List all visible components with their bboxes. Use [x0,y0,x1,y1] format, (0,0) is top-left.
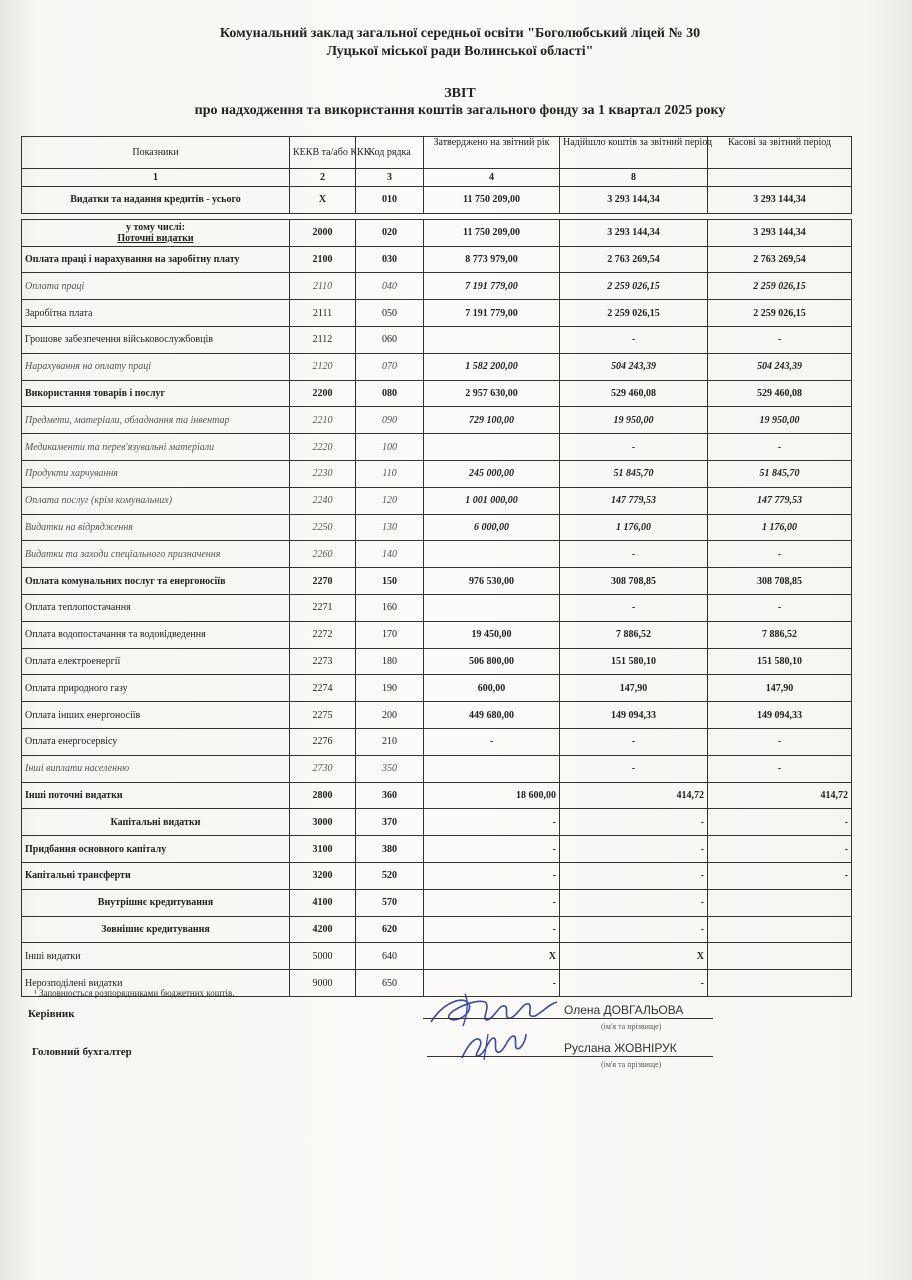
received-amount: - [560,326,708,353]
approved-amount: 18 600,00 [424,782,560,809]
row-label: Видатки на відрядження [22,514,290,541]
kekv-code: X [290,187,356,214]
received-amount: - [560,728,708,755]
table-row [22,380,852,407]
received-amount: 19 950,00 [560,407,708,434]
row-label: Використання товарів і послуг [22,380,290,407]
row-code: 370 [356,809,424,836]
table-row [22,246,852,273]
column-number: 4 [424,169,560,187]
cash-amount: - [708,809,852,836]
row-label: Інші поточні видатки [22,782,290,809]
table-row [22,916,852,943]
table-row [22,648,852,675]
table-row [22,728,852,755]
received-amount: X [560,943,708,970]
approved-amount: 976 530,00 [424,568,560,595]
table-row [22,187,852,214]
received-amount: - [560,755,708,782]
row-label: Предмети, матеріали, обладнання та інвентар [22,407,290,434]
table-row [22,943,852,970]
cash-amount: 2 259 026,15 [708,300,852,327]
kekv-code: 3100 [290,836,356,863]
row-code: 570 [356,889,424,916]
row-label: Видатки та заходи спеціального призначення [22,541,290,568]
approved-amount [424,755,560,782]
row-code: 150 [356,568,424,595]
head-signature-line [423,1018,713,1019]
column-number: 1 [22,169,290,187]
row-label: Оплата комунальних послуг та енергоносіїв [22,568,290,595]
column-number: 8 [560,169,708,187]
table-row [22,541,852,568]
row-label: Заробітна плата [22,300,290,327]
table-row [22,353,852,380]
head-signature [425,990,565,1030]
row-label: Оплата енергосервісу [22,728,290,755]
cash-amount: - [708,594,852,621]
row-code: 210 [356,728,424,755]
kekv-code: 2200 [290,380,356,407]
received-amount: - [560,889,708,916]
row-code: 100 [356,434,424,461]
kekv-code: 2120 [290,353,356,380]
row-label: Оплата інших енергоносіїв [22,702,290,729]
row-label: Інші виплати населенню [22,755,290,782]
received-amount: - [560,916,708,943]
cash-amount [708,970,852,997]
approved-amount [424,541,560,568]
cash-amount: - [708,434,852,461]
kekv-code: 2250 [290,514,356,541]
row-code: 650 [356,970,424,997]
received-amount: - [560,809,708,836]
row-label: Грошове забезпечення військовослужбовців [22,326,290,353]
approved-amount: 245 000,00 [424,460,560,487]
row-code: 030 [356,246,424,273]
cash-amount: - [708,836,852,863]
column-header: Затверджено на звітний рік [424,137,560,169]
received-amount: - [560,434,708,461]
table-row [22,407,852,434]
row-label: Оплата праці і нарахування на заробітну плату [22,246,290,273]
received-amount: 149 094,33 [560,702,708,729]
row-label: Нарахування на оплату праці [22,353,290,380]
approved-amount: - [424,728,560,755]
row-code: 170 [356,621,424,648]
cash-amount: 414,72 [708,782,852,809]
approved-amount: - [424,889,560,916]
received-amount: 504 243,39 [560,353,708,380]
row-label: Оплата електроенергії [22,648,290,675]
cash-amount: 529 460,08 [708,380,852,407]
table-row [22,219,852,246]
row-label-main: Поточні видатки [117,232,194,244]
cash-amount: 504 243,39 [708,353,852,380]
table-row [22,568,852,595]
row-label: Внутрішнє кредитування [22,889,290,916]
approved-amount: 729 100,00 [424,407,560,434]
approved-amount: 2 957 630,00 [424,380,560,407]
approved-amount: - [424,970,560,997]
received-amount: 529 460,08 [560,380,708,407]
kekv-code: 2240 [290,487,356,514]
received-amount: 3 293 144,34 [560,219,708,246]
row-label: Оплата теплопостачання [22,594,290,621]
row-label: Оплата природного газу [22,675,290,702]
row-label: Капітальні трансферти [22,862,290,889]
row-code: 080 [356,380,424,407]
kekv-code: 4200 [290,916,356,943]
kekv-code: 2270 [290,568,356,595]
row-label: Продукти харчування [22,460,290,487]
received-amount: 3 293 144,34 [560,187,708,214]
cash-amount: 2 259 026,15 [708,273,852,300]
cash-amount: - [708,541,852,568]
kekv-code: 2275 [290,702,356,729]
row-label: Зовнішнє кредитування [22,916,290,943]
approved-amount [424,594,560,621]
kekv-code: 4100 [290,889,356,916]
received-amount: 414,72 [560,782,708,809]
approved-amount: 7 191 779,00 [424,273,560,300]
approved-amount: 11 750 209,00 [424,187,560,214]
table-row [22,300,852,327]
table-row [22,326,852,353]
row-label: Нерозподілені видатки [22,970,290,997]
cash-amount: 147 779,53 [708,487,852,514]
table-row [22,755,852,782]
row-label: Оплата послуг (крім комунальних) [22,487,290,514]
row-code: 380 [356,836,424,863]
kekv-code: 2111 [290,300,356,327]
cash-amount: 3 293 144,34 [708,187,852,214]
organization-name-line1: Комунальний заклад загальної середньої освіти "Боголюбський ліцей № 30 [219,26,701,41]
column-header: Показники [22,137,290,169]
row-code: 110 [356,460,424,487]
kekv-code: 2276 [290,728,356,755]
cash-amount [708,916,852,943]
table-row [22,487,852,514]
row-code: 350 [356,755,424,782]
column-number: 2 [290,169,356,187]
row-code: 360 [356,782,424,809]
approved-amount: 1 582 200,00 [424,353,560,380]
row-label: Капітальні видатки [22,809,290,836]
head-label: Керівник [28,1008,75,1020]
approved-amount: - [424,916,560,943]
approved-amount: 19 450,00 [424,621,560,648]
approved-amount: 600,00 [424,675,560,702]
column-number [708,169,852,187]
received-amount: 147,90 [560,675,708,702]
cash-amount [708,889,852,916]
table-row [22,273,852,300]
report-table [21,136,852,997]
cash-amount: 7 886,52 [708,621,852,648]
received-amount: 147 779,53 [560,487,708,514]
kekv-code: 2272 [290,621,356,648]
table-row [22,434,852,461]
row-code: 060 [356,326,424,353]
kekv-code: 2800 [290,782,356,809]
approved-amount: 6 000,00 [424,514,560,541]
approved-amount: - [424,836,560,863]
kekv-code: 2273 [290,648,356,675]
kekv-code: 2220 [290,434,356,461]
row-code: 640 [356,943,424,970]
kekv-code: 2274 [290,675,356,702]
cash-amount: 151 580,10 [708,648,852,675]
cash-amount: 2 763 269,54 [708,246,852,273]
report-subtitle: про надходження та використання коштів загального фонду за 1 квартал 2025 року [194,103,726,118]
organization-name-line2: Луцької міської ради Волинської області" [326,44,594,59]
report-title: ЗВІТ [444,86,476,101]
cash-amount: 19 950,00 [708,407,852,434]
column-header: Код рядка [356,137,424,169]
table-row [22,782,852,809]
table-row [22,836,852,863]
row-code: 160 [356,594,424,621]
kekv-code: 2260 [290,541,356,568]
row-label: Інші видатки [22,943,290,970]
cash-amount: 149 094,33 [708,702,852,729]
cash-amount: 3 293 144,34 [708,219,852,246]
head-name-hint: (ім'я та прізвище) [601,1022,662,1031]
accountant-label: Головний бухгалтер [32,1046,132,1058]
row-label: Оплата водопостачання та водовідведення [22,621,290,648]
kekv-code: 2112 [290,326,356,353]
column-header: КЕКВ та/або ККК [290,137,356,169]
row-code: 620 [356,916,424,943]
table-row [22,460,852,487]
table-row [22,809,852,836]
received-amount: 2 763 269,54 [560,246,708,273]
row-code: 120 [356,487,424,514]
row-code: 140 [356,541,424,568]
approved-amount: 7 191 779,00 [424,300,560,327]
row-label [22,219,290,246]
cash-amount [708,943,852,970]
cash-amount: 308 708,85 [708,568,852,595]
kekv-code: 9000 [290,970,356,997]
table-row [22,621,852,648]
approved-amount [424,434,560,461]
cash-amount: 51 845,70 [708,460,852,487]
row-code: 520 [356,862,424,889]
column-number: 3 [356,169,424,187]
approved-amount: X [424,943,560,970]
table-row [22,675,852,702]
row-label: Оплата праці [22,273,290,300]
approved-amount: 11 750 209,00 [424,219,560,246]
table-header-row [22,137,852,169]
received-amount: 151 580,10 [560,648,708,675]
row-code: 090 [356,407,424,434]
accountant-name-hint: (ім'я та прізвище) [601,1060,662,1069]
row-label: Видатки та надання кредитів - усього [22,187,290,214]
received-amount: - [560,970,708,997]
approved-amount [424,326,560,353]
received-amount: - [560,594,708,621]
accountant-signature-line [427,1056,713,1057]
received-amount: 7 886,52 [560,621,708,648]
row-code: 020 [356,219,424,246]
column-header: Надійшло коштів за звітний період [560,137,708,169]
approved-amount: 1 001 000,00 [424,487,560,514]
kekv-code: 3200 [290,862,356,889]
row-code: 040 [356,273,424,300]
head-name: Олена ДОВГАЛЬОВА [564,1003,684,1017]
received-amount: 308 708,85 [560,568,708,595]
row-code: 190 [356,675,424,702]
kekv-code: 2230 [290,460,356,487]
row-code: 010 [356,187,424,214]
kekv-code: 2000 [290,219,356,246]
row-code: 050 [356,300,424,327]
approved-amount: 506 800,00 [424,648,560,675]
row-code: 070 [356,353,424,380]
received-amount: - [560,862,708,889]
kekv-code: 2210 [290,407,356,434]
cash-amount: 147,90 [708,675,852,702]
approved-amount: 8 773 979,00 [424,246,560,273]
accountant-name: Руслана ЖОВНІРУК [564,1041,677,1055]
approved-amount: 449 680,00 [424,702,560,729]
cash-amount: 1 176,00 [708,514,852,541]
cash-amount: - [708,755,852,782]
received-amount: - [560,541,708,568]
row-label-prefix: у тому числі: [126,221,185,233]
table-row [22,594,852,621]
row-code: 130 [356,514,424,541]
approved-amount: - [424,809,560,836]
column-header: Касові за звітний період [708,137,852,169]
accountant-signature [458,1030,528,1062]
table-row [22,889,852,916]
received-amount: 1 176,00 [560,514,708,541]
table-row [22,862,852,889]
kekv-code: 5000 [290,943,356,970]
table-row [22,702,852,729]
row-code: 180 [356,648,424,675]
cash-amount: - [708,326,852,353]
received-amount: 2 259 026,15 [560,273,708,300]
received-amount: 51 845,70 [560,460,708,487]
kekv-code: 2110 [290,273,356,300]
row-label: Медикаменти та перев'язувальні матеріали [22,434,290,461]
cash-amount: - [708,862,852,889]
received-amount: 2 259 026,15 [560,300,708,327]
table-row [22,514,852,541]
kekv-code: 2730 [290,755,356,782]
column-number-row [22,169,852,187]
approved-amount: - [424,862,560,889]
kekv-code: 3000 [290,809,356,836]
row-label: Придбання основного капіталу [22,836,290,863]
cash-amount: - [708,728,852,755]
received-amount: - [560,836,708,863]
row-code: 200 [356,702,424,729]
kekv-code: 2100 [290,246,356,273]
footnote: ¹ Заповнюється розпорядниками бюджетних коштів. [34,988,235,998]
kekv-code: 2271 [290,594,356,621]
